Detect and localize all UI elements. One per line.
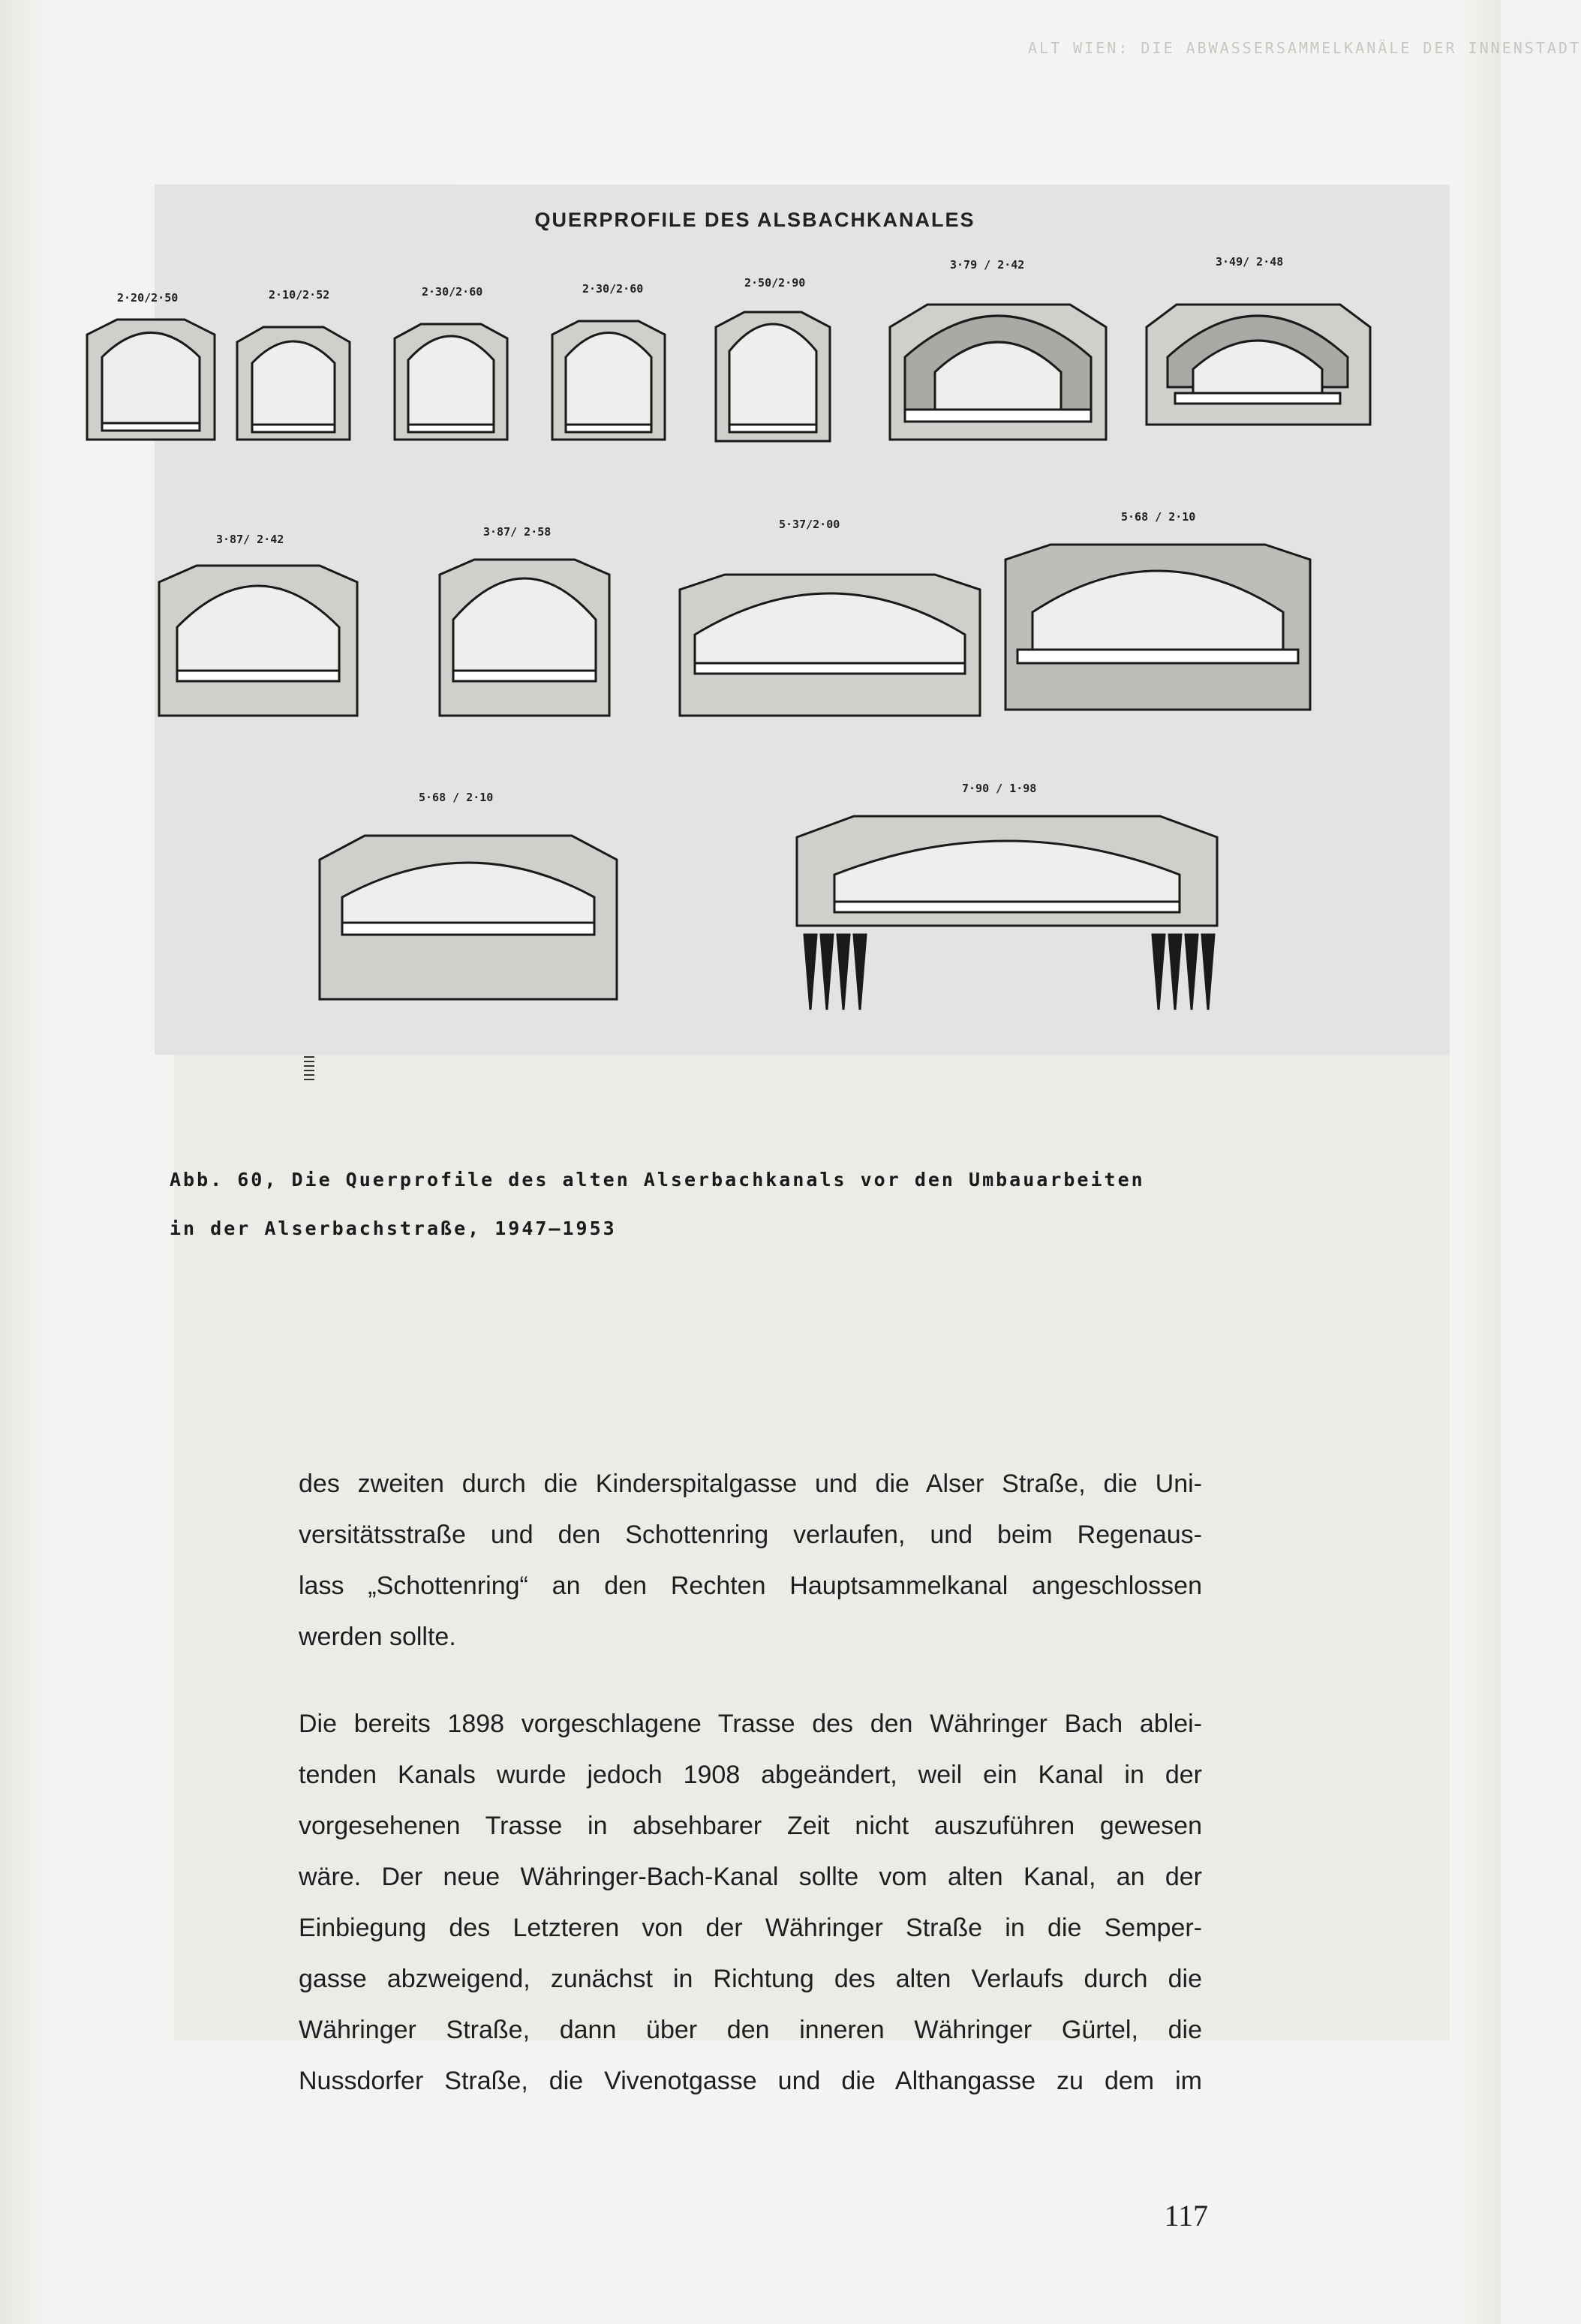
profile-label-3: 2·30/2·60 bbox=[422, 285, 483, 299]
caption-line-2: in der Alserbachstraße, 1947–1953 bbox=[170, 1218, 617, 1239]
text-line: wäre. Der neue Währinger-Bach-Kanal sollte vom alten Kanal, an der bbox=[299, 1863, 1202, 1891]
text-line: gasse abzweigend, zunächst in Richtung des alten Verlaufs durch die bbox=[299, 1965, 1202, 1993]
profile-label-6: 3·79 / 2·42 bbox=[950, 258, 1025, 272]
profile-11 bbox=[1005, 545, 1310, 710]
profile-12 bbox=[320, 836, 617, 999]
text-line: Währinger Straße, dann über den inneren Währinger Gürtel, die bbox=[299, 2016, 1202, 2044]
profile-label-1: 2·20/2·50 bbox=[117, 291, 179, 305]
profile-8 bbox=[159, 566, 357, 716]
profile-3 bbox=[395, 324, 507, 440]
profile-label-10: 5·37/2·00 bbox=[779, 518, 840, 531]
body-text bbox=[299, 1458, 1202, 2106]
text-line: tenden Kanals wurde jedoch 1908 abgeändert, weil ein Kanal in der bbox=[299, 1761, 1202, 1789]
profile-5 bbox=[716, 312, 830, 441]
profile-label-5: 2·50/2·90 bbox=[744, 276, 806, 290]
scale-mark bbox=[304, 1056, 314, 1082]
text-line: werden sollte. bbox=[299, 1623, 456, 1651]
cross-section-figure bbox=[117, 185, 1450, 1055]
text-line: versitätsstraße und den Schottenring verlaufen, und beim Regenaus- bbox=[299, 1521, 1202, 1549]
text-line: Nussdorfer Straße, die Vivenotgasse und die Althangasse zu dem im bbox=[299, 2067, 1202, 2095]
text-line: lass „Schottenring“ an den Rechten Hauptsammelkanal angeschlossen bbox=[299, 1572, 1202, 1600]
running-head: ALT WIEN: DIE ABWASSERSAMMELKANÄLE DER INNENSTADT bbox=[1028, 39, 1581, 57]
profile-6 bbox=[890, 305, 1106, 440]
caption-line-1: Abb. 60, Die Querprofile des alten Alserbachkanals vor den Umbauarbeiten bbox=[170, 1169, 1145, 1191]
text-line: Die bereits 1898 vorgeschlagene Trasse des den Währinger Bach ablei- bbox=[299, 1710, 1202, 1738]
profile-label-4: 2·30/2·60 bbox=[582, 282, 644, 296]
profile-7 bbox=[1147, 305, 1370, 425]
profile-4 bbox=[552, 321, 665, 440]
profile-10 bbox=[680, 575, 980, 716]
paragraph-gap bbox=[299, 1662, 1202, 1698]
profile-label-2: 2·10/2·52 bbox=[269, 288, 330, 302]
profile-label-7: 3·49/ 2·48 bbox=[1216, 255, 1284, 269]
profile-label-12: 5·68 / 2·10 bbox=[419, 791, 494, 804]
figure-caption bbox=[170, 1155, 1220, 1253]
profile-label-8: 3·87/ 2·42 bbox=[216, 533, 284, 546]
profile-2 bbox=[237, 327, 350, 440]
text-line: des zweiten durch die Kinderspitalgasse und die Alser Straße, die Uni- bbox=[299, 1470, 1202, 1498]
page-number: 117 bbox=[1164, 2199, 1208, 2232]
text-line: Einbiegung des Letzteren von der Währinger Straße in die Semper- bbox=[299, 1914, 1202, 1942]
profile-13 bbox=[797, 816, 1217, 1010]
profile-label-9: 3·87/ 2·58 bbox=[483, 525, 552, 539]
profile-9 bbox=[440, 560, 609, 716]
profile-label-13: 7·90 / 1·98 bbox=[962, 782, 1037, 795]
profile-1 bbox=[87, 320, 215, 440]
profile-label-11: 5·68 / 2·10 bbox=[1121, 510, 1196, 524]
cross-section-drawing bbox=[155, 185, 1450, 1055]
figure-title: QUERPROFILE DES ALSBACHKANALES bbox=[534, 209, 975, 231]
text-line: vorgesehenen Trasse in absehbarer Zeit nicht auszuführen gewesen bbox=[299, 1812, 1202, 1840]
